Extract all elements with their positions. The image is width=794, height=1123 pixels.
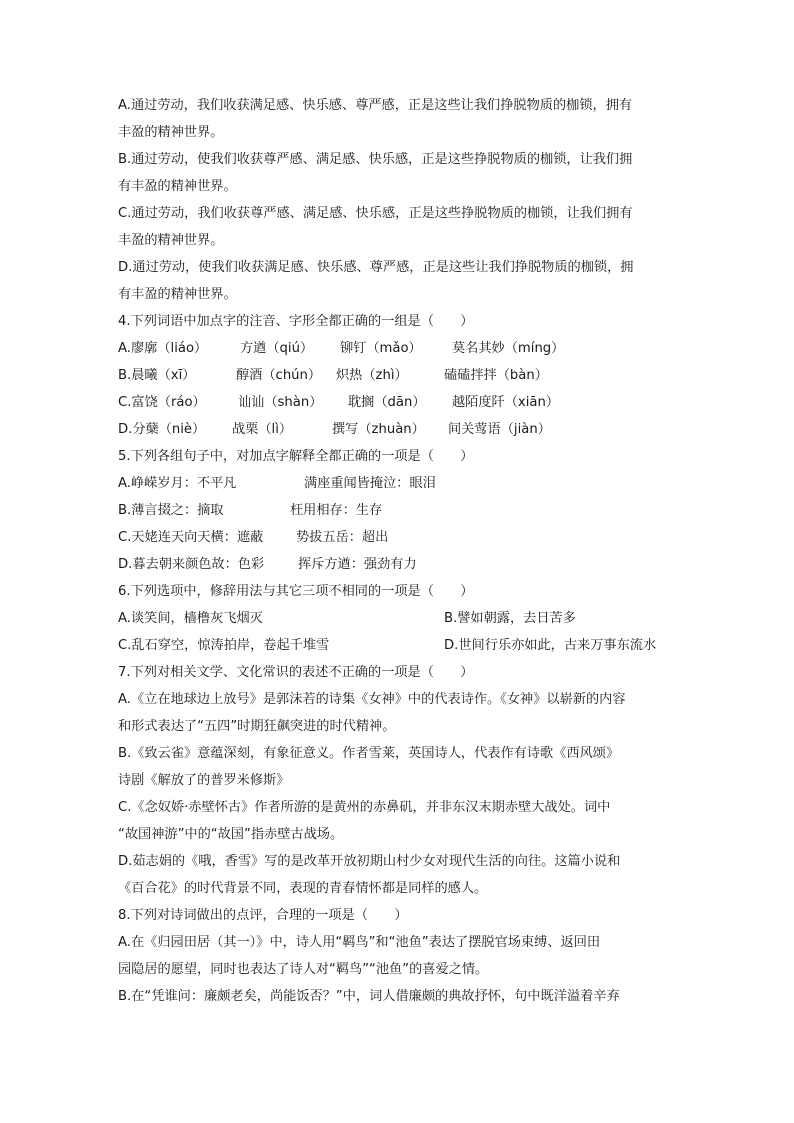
q3-option-d-line2: 有丰盈的精神世界。 (118, 287, 237, 302)
q7-option-b-line2: 诗剧《解放了的普罗米修斯》 (118, 773, 290, 788)
question-7-stem: 7.下列对相关文学、文化常识的表述不正确的一项是（ ） (118, 665, 474, 680)
q8-option-a-line2: 园隐居的愿望，同时也表达了诗人对“羁鸟”“池鱼”的喜爱之情。 (118, 962, 489, 977)
q7-option-b-line1: B.《致云雀》意蕴深刻，有象征意义。作者雪莱，英国诗人，代表作有诗歌《西风颂》 (118, 746, 620, 761)
q4-b-word4: 磕磕拌拌（bàn） (444, 368, 548, 383)
q3-option-d-line1: D.通过劳动，使我们收获满足感、快乐感、尊严感，正是这些让我们挣脱物质的枷锁，拥 (118, 260, 634, 275)
q7-option-a-line2: 和形式表达了“五四”时期狂飙突进的时代精神。 (118, 719, 396, 734)
q4-b-word2: 醇酒（chún） (236, 368, 322, 383)
q6-option-d: D.世间行乐亦如此，古来万事东流水 (444, 638, 657, 653)
q5-option-a (118, 470, 678, 497)
q4-c-word4: 越陌度阡（xiān） (452, 395, 560, 410)
q3-option-c-line2: 丰盈的精神世界。 (118, 233, 224, 248)
q4-a-word2: 方遒（qiú） (240, 341, 314, 356)
q5-b-part2: 枉用相存：生存 (290, 503, 383, 518)
q3-option-a-line1: A.通过劳动，我们收获满足感、快乐感、尊严感，正是这些让我们挣脱物质的枷锁，拥有 (118, 98, 633, 113)
question-8-stem: 8.下列对诗词做出的点评，合理的一项是（ ） (118, 908, 408, 923)
q6-option-b: B.譬如朝露，去日苦多 (444, 611, 576, 626)
q5-option-d (118, 551, 678, 578)
question-5-stem: 5.下列各组句子中，对加点字解释全都正确的一项是（ ） (118, 449, 474, 464)
q7-option-d-line2: 《百合花》的时代背景不同，表现的青春情怀都是同样的感人。 (118, 881, 488, 896)
q4-c-word2: 讪讪（shàn） (238, 395, 323, 410)
q3-option-b-line2: 有丰盈的精神世界。 (118, 179, 237, 194)
q6-option-a: A.谈笑间，樯橹灰飞烟灭 (118, 611, 263, 626)
q5-d-part2: 挥斥方遒：强劲有力 (298, 557, 417, 572)
q5-c-part1: C.天姥连天向天横：遮蔽 (118, 530, 264, 545)
q4-option-a (118, 335, 678, 362)
q5-a-part2: 满座重闻皆掩泣：眼泪 (304, 476, 436, 491)
q6-option-c: C.乱石穿空，惊涛拍岸，卷起千堆雪 (118, 638, 330, 653)
q3-option-c-line1: C.通过劳动，我们收获尊严感、满足感、快乐感，正是这些挣脱物质的枷锁，让我们拥有 (118, 206, 633, 221)
q7-option-a-line1: A.《立在地球边上放号》是郭沫若的诗集《女神》中的代表诗作。《女神》以崭新的内容 (118, 692, 626, 707)
question-6-stem: 6.下列选项中，修辞用法与其它三项不相同的一项是（ ） (118, 584, 474, 599)
q8-option-a-line1: A.在《归园田居（其一）》中，诗人用“羁鸟”和“池鱼”表达了摆脱官场束缚、返回田 (118, 935, 601, 950)
q4-option-d (118, 416, 678, 443)
q8-option-b-line1: B.在“凭谁问：廉颇老矣，尚能饭否？”中，词人借廉颇的典故抒怀，句中既洋溢着辛弃 (118, 989, 620, 1004)
document-body (118, 92, 678, 1010)
q4-a-word4: 莫名其妙（míng） (452, 341, 565, 356)
q4-c-word3: 耽搁（dān） (348, 395, 426, 410)
q7-option-c-line1: C.《念奴娇·赤壁怀古》作者所游的是黄州的赤鼻矶，并非东汉末期赤壁大战处。词中 (118, 800, 611, 815)
q5-c-part2: 势拔五岳：超出 (296, 530, 389, 545)
question-4-stem: 4.下列词语中加点字的注音、字形全都正确的一组是（ ） (118, 314, 474, 329)
q3-option-b-line1: B.通过劳动，使我们收获尊严感、满足感、快乐感，正是这些挣脱物质的枷锁，让我们拥 (118, 152, 633, 167)
q7-option-d-line1: D.茹志娟的《哦，香雪》写的是改革开放初期山村少女对现代生活的向往。这篇小说和 (118, 854, 621, 869)
q4-b-word3: 炽热（zhì） (336, 368, 408, 383)
q4-d-word2: 战栗（lì） (232, 422, 293, 437)
q4-b-word1: B.晨曦（xī） (118, 368, 196, 383)
q5-a-part1: A.峥嵘岁月：不平凡 (118, 476, 237, 491)
q7-option-c-line2: “故国神游”中的“故国”指赤壁古战场。 (118, 827, 344, 842)
q6-options-cd (118, 632, 678, 659)
q6-options-ab (118, 605, 678, 632)
q4-d-word1: D.分蘖（niè） (118, 422, 206, 437)
q4-option-b (118, 362, 678, 389)
q5-b-part1: B.薄言掇之：摘取 (118, 503, 224, 518)
q5-option-b (118, 497, 678, 524)
q4-a-word1: A.廖廓（liáo） (118, 341, 208, 356)
q4-d-word4: 间关莺语（jiàn） (448, 422, 551, 437)
q3-option-a-line2: 丰盈的精神世界。 (118, 125, 224, 140)
q4-option-c (118, 389, 678, 416)
q5-d-part1: D.暮去朝来颜色故：色彩 (118, 557, 265, 572)
q5-option-c (118, 524, 678, 551)
q4-d-word3: 撰写（zhuàn） (332, 422, 425, 437)
q4-c-word1: C.富饶（ráo） (118, 395, 206, 410)
q4-a-word3: 铆钉（mǎo） (340, 341, 422, 356)
